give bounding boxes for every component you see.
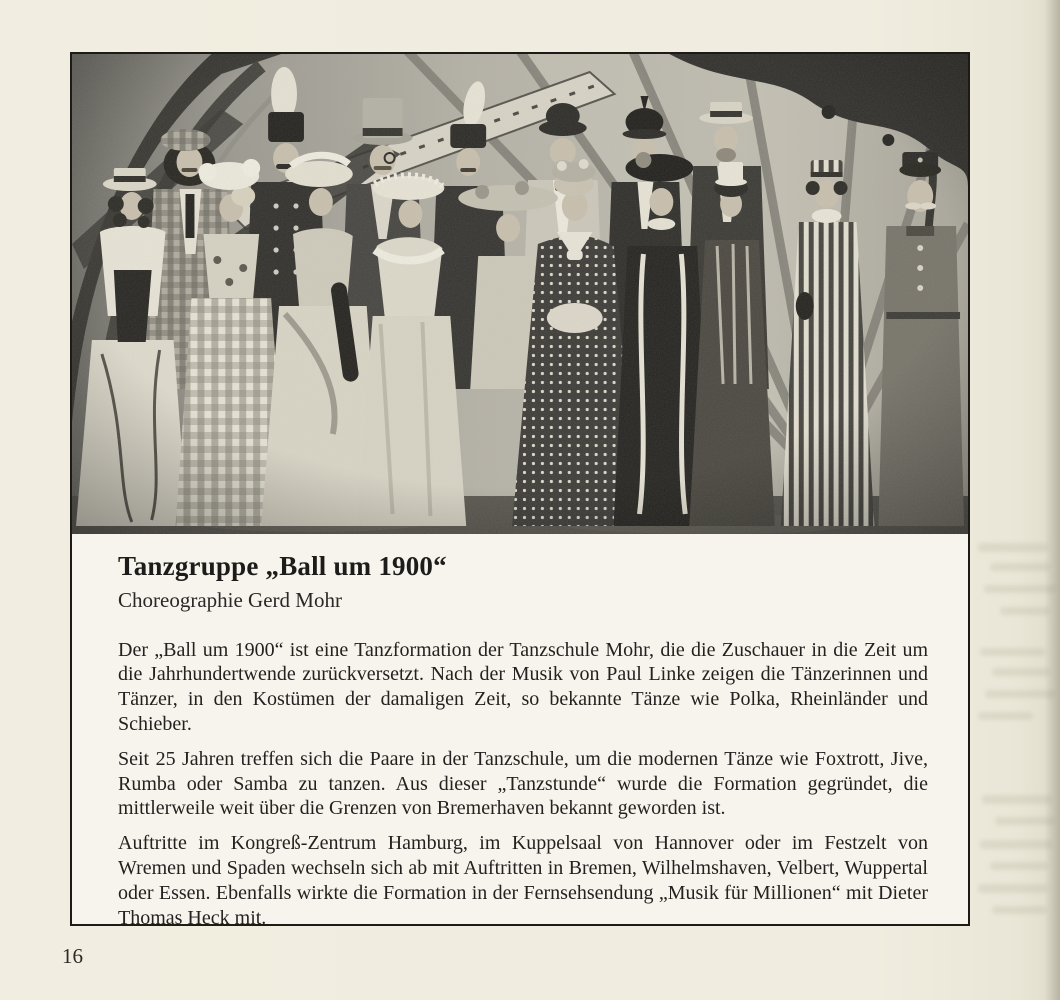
bleedthrough-artifact	[992, 906, 1047, 914]
page-number: 16	[62, 944, 83, 968]
bleedthrough-artifact	[978, 543, 1048, 552]
photo-grain	[72, 54, 968, 534]
scan-edge-shadow	[1044, 0, 1060, 1000]
bleedthrough-artifact	[980, 840, 1052, 849]
article-subtitle: Choreographie Gerd Mohr	[118, 587, 342, 612]
article-text	[72, 534, 968, 930]
bleedthrough-artifact	[990, 563, 1050, 571]
bleedthrough-artifact	[1000, 607, 1050, 615]
article-title: Tanzgruppe „Ball um 1900“	[118, 551, 447, 581]
group-photo	[72, 54, 968, 534]
article-box	[70, 52, 970, 929]
bleedthrough-artifact	[978, 712, 1033, 720]
paragraph-1: Der „Ball um 1900“ ist eine Tanzformation der Tanzschule Mohr, die die Zuschauer in die Zeit um die Jahrhundertwende zurückversetzt. Nach der Musik von Paul Linke zeigen die Tänzerinnen und Tänzer, in den Kostümen der damaligen Zeit, so bekannte Tänze wie Polka, Rheinländer und Schieber.	[118, 638, 928, 736]
bleedthrough-artifact	[978, 884, 1048, 893]
bleedthrough-artifact	[984, 585, 1056, 593]
group-photo-illustration	[72, 54, 968, 534]
bleedthrough-artifact	[992, 668, 1050, 676]
bleedthrough-artifact	[980, 648, 1046, 656]
bleedthrough-artifact	[985, 690, 1055, 698]
bleedthrough-artifact	[982, 795, 1052, 804]
bleedthrough-artifact	[995, 817, 1055, 825]
bleedthrough-artifact	[990, 862, 1048, 870]
paragraph-2: Seit 25 Jahren treffen sich die Paare in der Tanzschule, um die modernen Tänze wie Foxtrott, Jive, Rumba oder Samba zu tanzen. Aus dieser „Tanzstunde“ wurde die Formation gegründet, die mittlerweile weit über die Grenzen von Bremerhaven bekannt geworden ist.	[118, 747, 928, 820]
paragraph-3: Auftritte im Kongreß-Zentrum Hamburg, im Kuppelsaal von Hannover oder im Festzelt von Wremen und Spaden wechseln sich ab mit Auftritten in Bremen, Wilhelmshaven, Velbert, Wuppertal oder Essen. Ebenfalls wirkte die Formation in der Fernsehsendung „Musik für Millionen“ mit Dieter Thomas Heck mit.	[118, 832, 928, 929]
